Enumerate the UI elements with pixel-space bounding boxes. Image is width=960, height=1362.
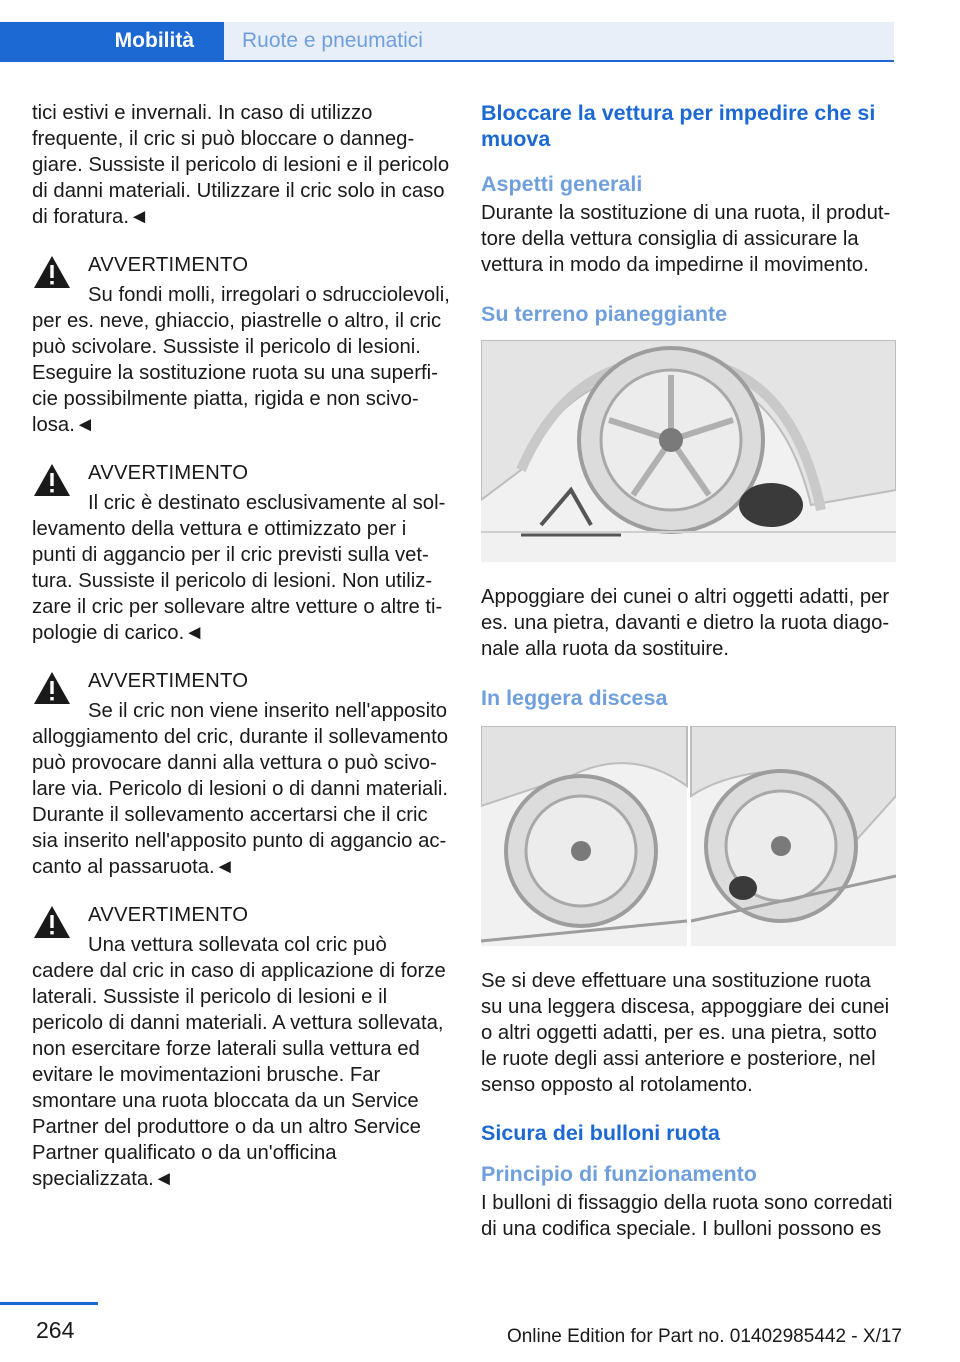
warning-triangle-icon [32, 254, 72, 290]
header-divider [0, 60, 894, 62]
tab-mobilita[interactable]: Mobilità [0, 22, 224, 60]
warning-block-4 [32, 902, 450, 1192]
warning-title: AVVERTIMENTO [88, 904, 249, 926]
warning-title: AVVERTIMENTO [88, 254, 249, 276]
flat-ground-illustration [481, 340, 896, 562]
flat-paragraph: Appoggiare dei cunei o altri oggetti adatti, per es. una pietra, davanti e dietro la ruota diagonale alla ruota da sostituire. [481, 586, 890, 660]
general-paragraph: Durante la sostituzione di una ruota, il produttore della vettura consiglia di assicurare la vettura in modo da impedirne il movimento. [481, 202, 891, 276]
warning-block-2 [32, 460, 450, 646]
subheading-flat: Su terreno pianeggiante [481, 302, 728, 326]
warning-title: AVVERTIMENTO [88, 670, 249, 692]
tab-ruote-e-pneumatici[interactable]: Ruote e pneumatici [224, 22, 894, 60]
page-number: 264 [36, 1317, 75, 1343]
warning-text: Se il cric non viene inserito nell'apposito alloggiamento del cric, durante il sollevamento può provocare danni alla vettura o può scivolare via. Pericolo di lesioni o di danni materiali. Durante il sollevamento accertarsi che il cric sia inserito nell'apposito punto di aggancio accanto al passaruota.◄ [32, 700, 448, 878]
right-column [481, 100, 896, 1242]
warning-triangle-icon [32, 904, 72, 940]
warning-title: AVVERTIMENTO [88, 462, 249, 484]
car-wheels-slope-image [481, 726, 896, 946]
warning-block-1 [32, 252, 450, 438]
edition-text: Online Edition for Part no. 01402985442 - X/17 [506, 1326, 902, 1347]
warning-text: Su fondi molli, irregolari o sdrucciolevoli, per es. neve, ghiaccio, piastrelle o altro, il cric può scivolare. Sussiste il pericolo di lesioni. Eseguire la sostituzione ruota su una superficie possibilmente piatta, rigida e non scivolosa.◄ [32, 284, 450, 436]
left-column [32, 100, 450, 1214]
warning-triangle-icon [32, 462, 72, 498]
warning-text: Il cric è destinato esclusivamente al sollevamento della vettura e ottimizzato per i punti di aggancio per il cric previsti sulla vettura. Sussiste il pericolo di lesioni. Non utilizzare il cric per sollevare altre vetture o altre tipologie di carico.◄ [32, 492, 446, 644]
principle-paragraph: I bulloni di fissaggio della ruota sono corredati di una codifica speciale. I bulloni possono es [481, 1192, 893, 1240]
intro-paragraph: tici estivi e invernali. In caso di utilizzo frequente, il cric si può bloccare o danneggiare. Sussiste il pericolo di lesioni e il pericolo di danni materiali. Utilizzare il cric solo in caso di foratura.◄ [32, 102, 450, 228]
footer-divider [0, 1302, 98, 1305]
subheading-general: Aspetti generali [481, 172, 643, 196]
slope-paragraph: Se si deve effettuare una sostituzione ruota su una leggera discesa, appoggiare dei cunei o altri oggetti adatti, per es. una pietra, sotto le ruote degli assi anteriore e posteriore, nel senso opposto al rotolamento. [481, 970, 890, 1096]
section-heading-bolt-lock: Sicura dei bulloni ruota [481, 1121, 720, 1145]
warning-triangle-icon [32, 670, 72, 706]
slope-illustration [481, 726, 896, 946]
section-heading-chock: Bloccare la vettura per impedire che si muova [481, 101, 876, 151]
subheading-slope: In leggera discesa [481, 686, 668, 710]
car-wheel-chock-flat-image [481, 340, 896, 562]
warning-text: Una vettura sollevata col cric può cadere dal cric in caso di applicazione di forze laterali. Sussiste il pericolo di lesioni e il pericolo di danni materiali. A vettura sollevata, non esercitare forze laterali sulla vettura ed evitare le movimentazioni brusche. Far smontare una ruota bloccata da un Service Partner del produttore o da un altro Service Partner qualificato o da un'officina specializzata.◄ [32, 934, 446, 1190]
header-tabbar [0, 0, 960, 62]
subheading-principle: Principio di funzionamento [481, 1162, 757, 1186]
warning-block-3 [32, 668, 450, 880]
